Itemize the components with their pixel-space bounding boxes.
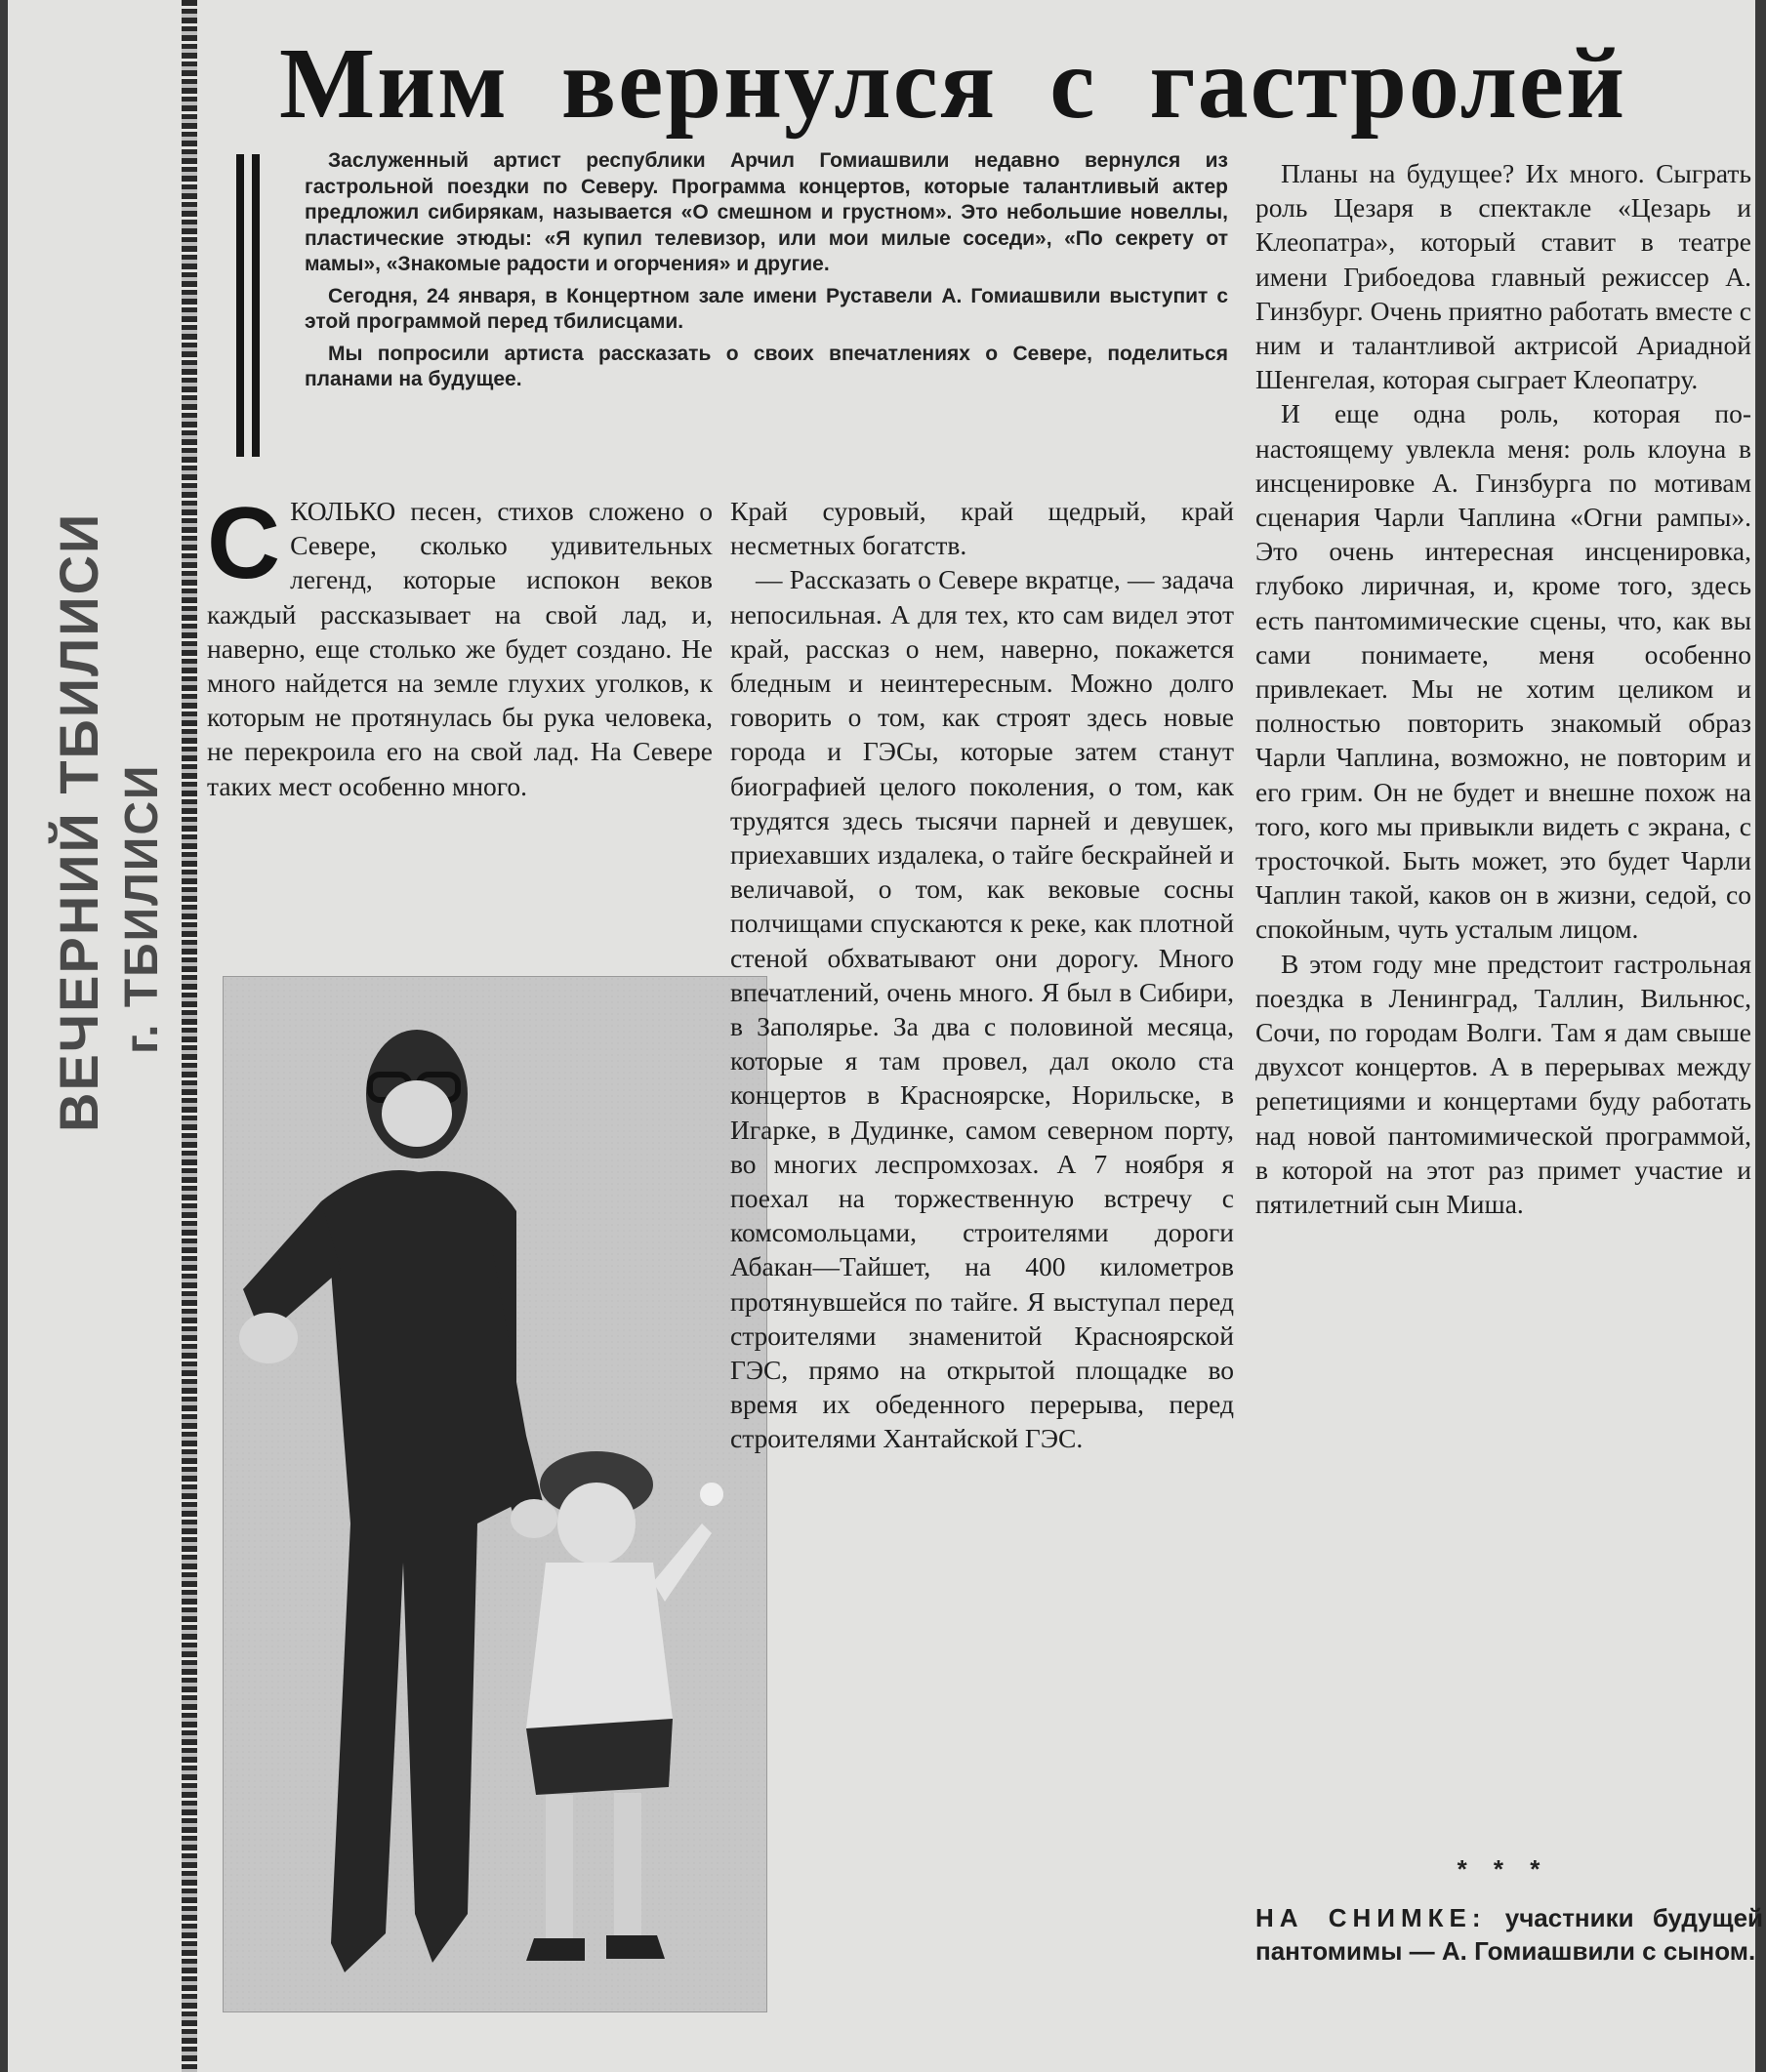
- text-column-1: [207, 487, 713, 803]
- lead-paragraph: Заслуженный артист республики Арчил Гомиашвили недавно вернулся из гастрольной поездки по Северу. Программа концертов, которые талантливый актер предложил сибирякам, называется «О смешном и грустном». Это небольшие новеллы, пластические этюды: «Я купил телевизор, или мои милые соседи», «По секрету от мамы», «Знакомые радости и огорчения» и другие.: [305, 149, 1228, 275]
- newspaper-clipping: [8, 0, 1764, 2072]
- drop-cap: С: [207, 487, 281, 600]
- stamp-newspaper-name: ВЕЧЕРНИЙ ТБИЛИСИ: [48, 511, 109, 1132]
- text-column-3: [1255, 156, 1751, 1221]
- newspaper-stamp: [27, 511, 168, 1171]
- photo-mime-with-son: [224, 977, 766, 2011]
- column-paragraph: Планы на будущее? Их много. Сыграть роль Цезаря в спектакле «Цезарь и Клеопатра», который ставит в театре имени Грибоедова главный режиссер А. Гинзбург. Очень приятно работать вместе с ним и талантливой актрисой Ариадной Шенгелая, которая сыграет Клеопатру.: [1255, 158, 1751, 395]
- caption-text: участники будущей пантомимы — А. Гомиашвили с сыном.: [1255, 1903, 1764, 1966]
- article-lead: [305, 148, 1228, 399]
- text-column-2: [730, 494, 1234, 1456]
- section-separator: * * *: [1457, 1854, 1550, 1884]
- article-photo: [223, 976, 767, 2012]
- lead-rule-bars: [236, 154, 275, 457]
- article-headline: Мим вернулся с гастролей: [279, 27, 1626, 140]
- photo-caption: [1255, 1901, 1763, 1968]
- clipping-cut-edge: [182, 0, 197, 2072]
- column-text: КОЛЬКО песен, стихов сложено о Севере, сколько удивительных легенд, которые испокон веков каждый рассказывает на свой лад, и, наверно, еще столько же будет создано. Не много найдется на земле глухих уголков, к которым не протянулась бы рука человека, не перекроила его на свой лад. На Севере таких мест особенно много.: [207, 496, 713, 801]
- column-paragraph: [207, 487, 713, 803]
- column-paragraph: — Рассказать о Севере вкратце, — задача непосильная. А для тех, кто сам видел этот край, рассказ о нем, наверно, покажется бледным и неинтересным. Можно долго говорить о том, как строят здесь новые города и ГЭСы, которые затем станут биографией целого поколения, о том, как трудятся здесь тысячи парней и девушек, приехавших издалека, о тайге бескрайней и величавой, о том, как вековые сосны полчищами спускаются к реке, как плотной стеной обхватывают они дорогу. Много впечатлений, очень много. Я был в Сибири, в Заполярье. За два с половиной месяца, которые я там провел, дал около ста концертов в Красноярске, Норильске, в Игарке, в Дудинке, самом северном порту, во многих леспромхозах. А 7 ноября я поехал на торжественную встречу с комсомольцами, строителями дороги Абакан—Тайшет, на 400 километров протянувшейся по тайге. Я выступал перед строителями знаменитой Красноярской ГЭС, прямо на открытой площадке во время их обеденного перерыва, перед строителями Хантайской ГЭС.: [730, 564, 1234, 1454]
- lead-paragraph: Мы попросили артиста рассказать о своих впечатлениях о Севере, поделиться планами на будущее.: [305, 342, 1228, 390]
- lead-paragraph: Сегодня, 24 января, в Концертном зале имени Руставели А. Гомиашвили выступит с этой программой перед тбилисцами.: [305, 284, 1228, 333]
- caption-label: НА СНИМКЕ:: [1255, 1903, 1487, 1932]
- article: [199, 0, 1763, 2072]
- column-paragraph: Край суровый, край щедрый, край несметных богатств.: [730, 496, 1234, 561]
- stamp-city: г. ТБИЛИСИ: [116, 763, 168, 1054]
- column-paragraph: В этом году мне предстоит гастрольная поездка в Ленинград, Таллин, Вильнюс, Сочи, по городам Волги. Там я дам свыше двухсот концертов. А в перерывах между репетициями и концертами буду работать над новой пантомимической программой, в которой на этот раз примет участие и пятилетний сын Миша.: [1255, 948, 1751, 1220]
- column-paragraph: И еще одна роль, которая по-настоящему увлекла меня: роль клоуна в инсценировке А. Гинзбурга по мотивам сценария Чарли Чаплина «Огни рампы». Это очень интересная инсценировка, глубоко лиричная, и, кроме того, здесь есть пантомимические сцены, что, как вы сами понимаете, меня особенно привлекает. Мы не хотим целиком и полностью повторить знакомый образ Чарли Чаплина, возможно, не повторим и его грим. Он не будет и внешне похож на того, кого мы привыкли видеть с экрана, с тросточкой. Быть может, это будет Чарли Чаплин такой, каков он в жизни, седой, со спокойным, чуть усталым лицом.: [1255, 398, 1751, 945]
